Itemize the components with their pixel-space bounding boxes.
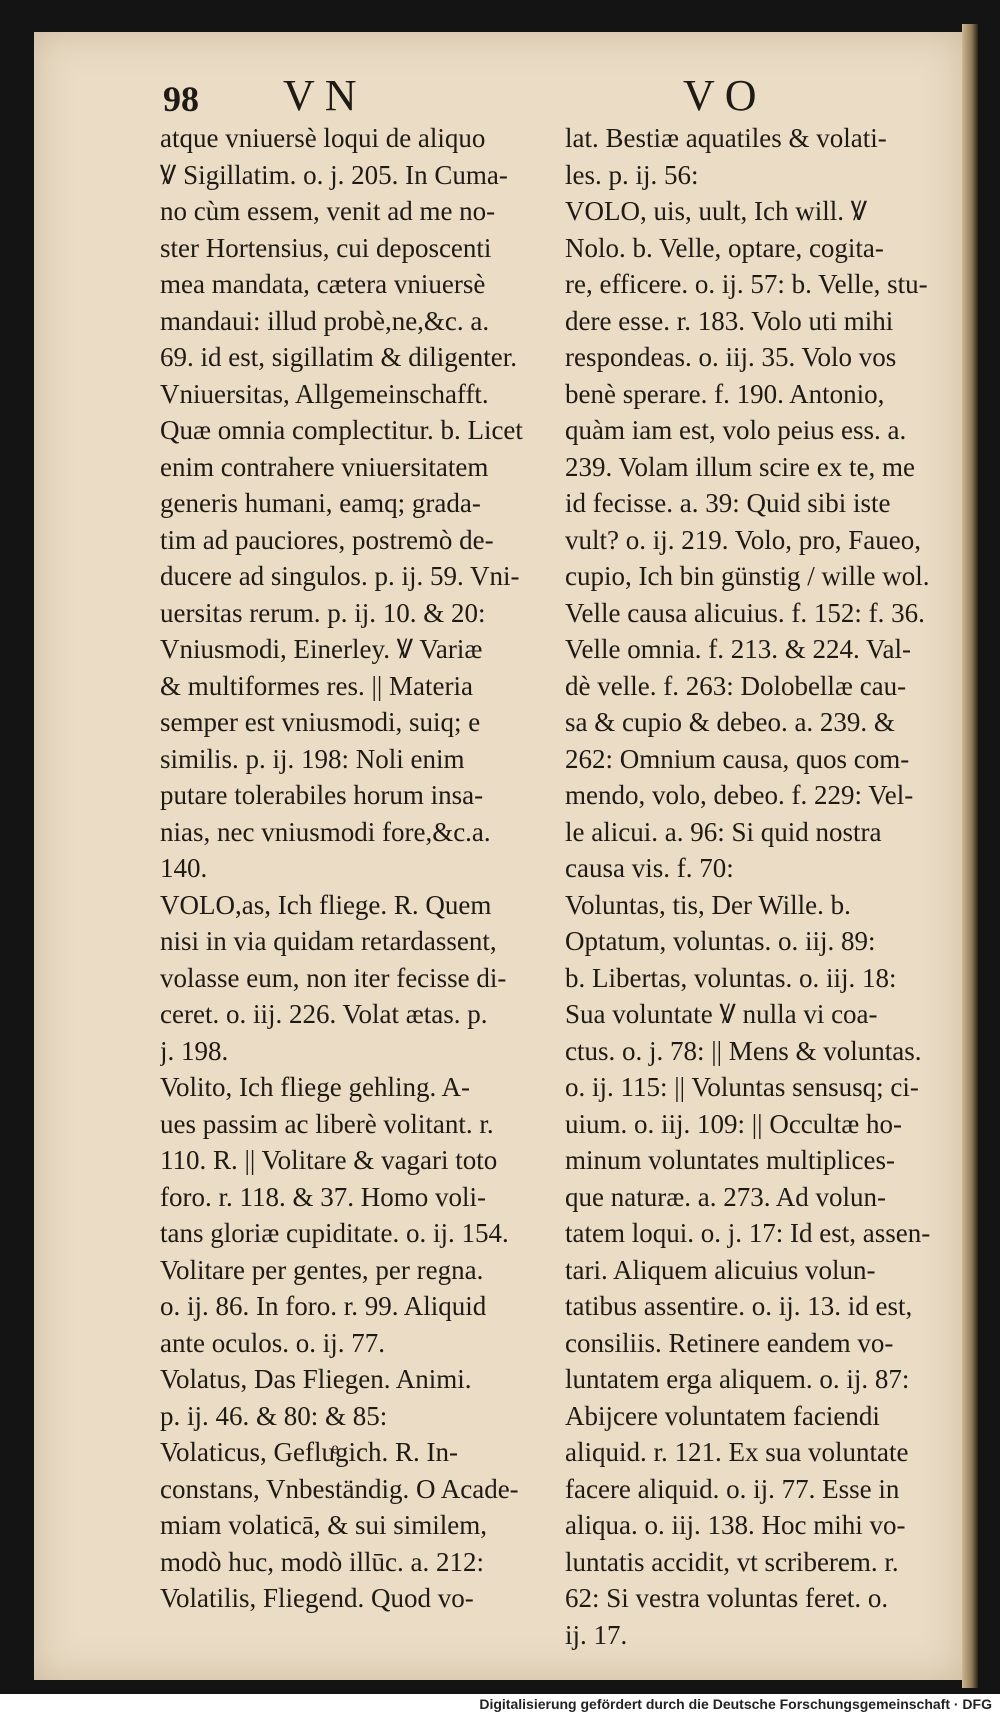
head-left: VN xyxy=(283,71,367,120)
page-number: 98 xyxy=(163,79,199,119)
text-line: sa & cupio & debeo. a. 239. & xyxy=(565,707,895,737)
text-line: 110. R. || Volitare & vagari toto xyxy=(160,1145,498,1175)
text-line: atque vniuersè loqui de aliquo xyxy=(160,123,486,153)
running-head xyxy=(163,70,953,126)
text-line: modò huc, modò illūc. a. 212: xyxy=(160,1546,484,1577)
text-line: consiliis. Retinere eandem vo- xyxy=(565,1327,894,1358)
text-line: Abijcere voluntatem faciendi xyxy=(565,1400,880,1431)
text-line: Voluntas, tis, Der Wille. b. xyxy=(565,889,851,920)
text-line: & multiformes res. || Materia xyxy=(160,670,473,701)
text-line: Volitare per gentes, per regna. xyxy=(160,1254,484,1285)
text-line: mandaui: illud probè,ne,&c. a. xyxy=(160,305,490,336)
text-line: Volatus, Das Fliegen. Animi. xyxy=(160,1364,472,1394)
text-line: minum voluntates multiplices- xyxy=(565,1145,895,1175)
right-column xyxy=(565,120,960,1650)
text-line: les. p. ij. 56: xyxy=(565,159,699,190)
text-line: tatem loqui. o. j. 17: Id est, assen- xyxy=(565,1218,931,1248)
text-line: tari. Aliquem alicuius volun- xyxy=(565,1254,876,1285)
text-line: 69. id est, sigillatim & diligenter. xyxy=(160,342,517,372)
footer-credit: Digitalisierung gefördert durch die Deutsche Forschungsgemeinschaft · DFG xyxy=(479,1696,992,1712)
text-line: ster Hortensius, cui deposcenti xyxy=(160,232,492,263)
text-line: Nolo. b. Velle, optare, cogita- xyxy=(565,232,884,263)
text-line: VOLO, uis, uult, Ich will. Ꝟ xyxy=(565,196,868,226)
text-line: ij. 17. xyxy=(565,1619,628,1650)
text-line: ante oculos. o. ij. 77. xyxy=(160,1327,385,1358)
text-line: VOLO,as, Ich fliege. R. Quem xyxy=(160,889,492,920)
text-line: 140. xyxy=(160,853,208,883)
text-line: j. 198. xyxy=(160,1035,229,1066)
text-line: vult? o. ij. 219. Volo, pro, Faueo, xyxy=(565,524,921,555)
text-line: foro. r. 118. & 37. Homo voli- xyxy=(160,1181,486,1212)
text-line: Ꝟ Sigillatim. o. j. 205. In Cuma- xyxy=(160,159,508,190)
text-line: Velle omnia. f. 213. & 224. Val- xyxy=(565,634,911,664)
text-line: 62: Si vestra voluntas feret. o. xyxy=(565,1583,889,1613)
text-line: ducere ad singulos. p. ij. 59. Vni- xyxy=(160,561,520,591)
text-line: uium. o. iij. 109: || Occultæ ho- xyxy=(565,1108,903,1139)
text-line: luntatem erga aliquem. o. ij. 87: xyxy=(565,1364,910,1394)
text-line: enim contrahere vniuersitatem xyxy=(160,451,489,482)
head-right: VO xyxy=(683,71,767,120)
text-line: tatibus assentire. o. ij. 13. id est, xyxy=(565,1291,913,1321)
text-line: Velle causa alicuius. f. 152: f. 36. xyxy=(565,597,925,628)
text-line: aliquid. r. 121. Ex sua voluntate xyxy=(565,1437,909,1467)
text-line: que naturæ. a. 273. Ad volun- xyxy=(565,1181,886,1212)
text-line: 239. Volam illum scire ex te, me xyxy=(565,451,915,482)
text-line: constans, Vnbeständig. O Acade- xyxy=(160,1473,519,1504)
text-line: o. ij. 86. In foro. r. 99. Aliquid xyxy=(160,1291,487,1321)
text-line: mea mandata, cætera vniuersè xyxy=(160,269,486,299)
text-line: Vniusmodi, Einerley. Ꝟ Variæ xyxy=(160,634,483,664)
text-line: aliqua. o. iij. 138. Hoc mihi vo- xyxy=(565,1510,906,1540)
text-line: Optatum, voluntas. o. iij. 89: xyxy=(565,926,876,956)
text-line: ues passim ac liberè volitant. r. xyxy=(160,1108,494,1139)
page-edge xyxy=(962,24,978,1688)
text-line: Sua voluntate Ꝟ nulla vi coa- xyxy=(565,999,878,1029)
text-line: semper est vniusmodi, suiq; e xyxy=(160,707,481,737)
text-line: dè velle. f. 263: Dolobellæ cau- xyxy=(565,670,907,701)
text-line: lat. Bestiæ aquatiles & volati- xyxy=(565,123,887,153)
text-line: generis humani, eamq; grada- xyxy=(160,488,481,518)
text-line: Volito, Ich fliege gehling. A- xyxy=(160,1072,470,1102)
text-line: b. Libertas, voluntas. o. iij. 18: xyxy=(565,962,897,993)
text-line: mendo, volo, debeo. f. 229: Vel- xyxy=(565,780,914,810)
text-line: respondeas. o. iij. 35. Volo vos xyxy=(565,342,897,372)
text-line: p. ij. 46. & 80: & 85: xyxy=(160,1400,388,1431)
text-line: causa vis. f. 70: xyxy=(565,853,734,883)
text-line: nias, nec vniusmodi fore,&c.a. xyxy=(160,816,491,847)
text-line: o. ij. 115: || Voluntas sensusq; ci- xyxy=(565,1072,919,1102)
text-line: quàm iam est, volo peius ess. a. xyxy=(565,415,907,445)
text-line: dere esse. r. 183. Volo uti mihi xyxy=(565,305,894,336)
text-line: no cùm essem, venit ad me no- xyxy=(160,196,496,226)
text-line: tim ad pauciores, postremò de- xyxy=(160,524,494,555)
text-line: volasse eum, non iter fecisse di- xyxy=(160,962,507,993)
text-line: luntatis accidit, vt scriberem. r. xyxy=(565,1546,899,1577)
text-line: putare tolerabiles horum insa- xyxy=(160,780,484,810)
text-line: uersitas rerum. p. ij. 10. & 20: xyxy=(160,597,486,628)
text-line: similis. p. ij. 198: Noli enim xyxy=(160,743,465,774)
text-line: le alicui. a. 96: Si quid nostra xyxy=(565,816,882,847)
text-line: ctus. o. j. 78: || Mens & voluntas. xyxy=(565,1035,922,1066)
text-line: re, efficere. o. ij. 57: b. Velle, stu- xyxy=(565,269,928,299)
text-line: Volaticus, Gefluͤgich. R. In- xyxy=(160,1437,458,1467)
text-line: ceret. o. iij. 226. Volat ætas. p. xyxy=(160,999,488,1029)
text-line: Quæ omnia complectitur. b. Licet xyxy=(160,415,523,445)
text-line: nisi in via quidam retardassent, xyxy=(160,926,497,956)
text-line: facere aliquid. o. ij. 77. Esse in xyxy=(565,1473,900,1504)
text-line: 262: Omnium causa, quos com- xyxy=(565,743,910,774)
text-line: benè sperare. f. 190. Antonio, xyxy=(565,378,885,409)
footer-bar xyxy=(0,1694,1000,1720)
left-column xyxy=(160,120,550,1613)
text-line: miam volaticā, & sui similem, xyxy=(160,1510,487,1540)
text-line: cupio, Ich bin günstig / wille wol. xyxy=(565,561,930,591)
text-line: Volatilis, Fliegend. Quod vo- xyxy=(160,1583,474,1613)
text-line: tans gloriæ cupiditate. o. ij. 154. xyxy=(160,1218,509,1248)
text-line: id fecisse. a. 39: Quid sibi iste xyxy=(565,488,891,518)
text-line: Vniuersitas, Allgemeinschafft. xyxy=(160,378,489,409)
